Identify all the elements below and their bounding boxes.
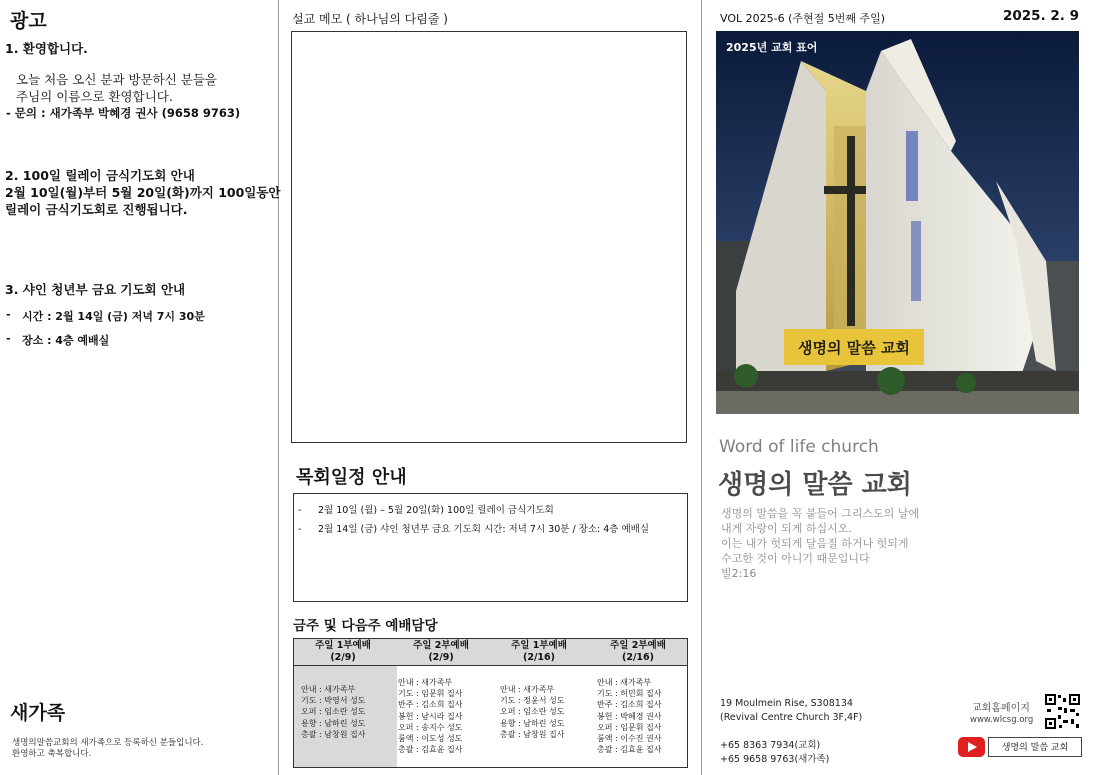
ad-item3-dash: - [6, 332, 11, 345]
ad-item3-place: 장소 : 4층 예배실 [22, 334, 110, 347]
church-name-english: Word of life church [719, 437, 879, 457]
duty-line: 총괄 : 남창원 집사 [301, 729, 366, 739]
duty-column [500, 684, 564, 740]
ad-item3-dash: - [6, 308, 11, 321]
church-sign-text: 생명의 말씀 교회 [798, 339, 910, 357]
ad-item1-title: 1. 환영합니다. [5, 41, 88, 56]
photo-label: 2025년 교회 표어 [726, 41, 818, 54]
worship-duty-title: 금주 및 다음주 예배담당 [293, 618, 438, 634]
address-line: 19 Moulmein Rise, S308134 [720, 698, 853, 709]
worship-duty-table [293, 638, 688, 768]
qr-code-icon[interactable] [1044, 693, 1081, 730]
homepage-label: 교회홈페이지 [972, 703, 1030, 714]
duty-line: 봉헌 : 박혜경 권사 [597, 711, 662, 721]
schedule-box [293, 493, 688, 602]
duty-line: 룸액 : 이도성 성도 [398, 734, 463, 744]
duty-head-date: (2/16) [523, 652, 555, 663]
duty-line: 오퍼 : 임문휘 집사 [597, 722, 662, 732]
duty-line: 오퍼 : 임소란 성도 [500, 707, 565, 717]
duty-head-date: (2/16) [622, 652, 654, 663]
duty-header-cell [490, 640, 588, 664]
address-spacer [720, 725, 862, 739]
duty-line: 기도 : 허민회 집사 [597, 689, 662, 699]
new-family-line: 환영하고 축복합니다. [12, 749, 92, 759]
ad-item3-time: 시간 : 2월 14일 (금) 저녁 7시 30분 [22, 310, 205, 323]
new-family-title: 새가족 [10, 702, 66, 724]
youtube-icon[interactable] [958, 737, 985, 757]
church-building-image [716, 31, 1079, 414]
duty-header-cell [294, 640, 392, 664]
ad-item1-line2: 주님의 이름으로 환영합니다. [16, 89, 173, 104]
schedule-text: 2월 10일 (월) – 5월 20일(화) 100일 릴레이 금식기도회 [318, 505, 554, 516]
panel-divider-left [278, 0, 279, 775]
schedule-dash: - [298, 524, 302, 535]
phone-line: +65 8363 7934(교회) [720, 740, 821, 751]
bulletin-date: 2025. 2. 9 [1003, 8, 1080, 24]
duty-line: 반주 : 김소희 집사 [398, 700, 463, 710]
sermon-memo-box [291, 31, 687, 443]
duty-head-date: (2/9) [428, 652, 454, 663]
duty-line: 용향 : 남하린 성도 [500, 718, 565, 728]
verse-reference: 빌2:16 [721, 567, 757, 580]
duty-line: 안내 : 새가족부 [500, 685, 555, 694]
duty-line: 기도 : 정윤서 성도 [500, 696, 565, 706]
schedule-item [298, 521, 649, 535]
address-line: (Revival Centre Church 3F,4F) [720, 712, 863, 723]
duty-column [398, 677, 462, 755]
verse-line: 이는 내가 헛되게 달음질 하거나 헛되게 [721, 537, 909, 550]
ad-item2-line2: 릴레이 금식기도회로 진행됩니다. [5, 202, 188, 217]
schedule-text: 2월 14일 (금) 샤인 청년부 금요 기도회 시간: 저녁 7시 30분 / 장소: 4층 예배실 [318, 524, 650, 535]
duty-line: 봉헌 : 남시라 집사 [398, 711, 463, 721]
duty-line: 안내 : 새가족부 [398, 678, 453, 687]
youtube-channel-button[interactable]: 생명의 말씀 교회 [988, 737, 1082, 757]
duty-head-label: 주일 2부예배 [413, 640, 469, 651]
duty-head-label: 주일 1부예배 [511, 640, 567, 651]
church-address [720, 697, 862, 767]
duty-line: 총괄 : 남창원 집사 [500, 729, 565, 739]
schedule-item [298, 502, 554, 516]
ad-title: 광고 [10, 10, 47, 32]
new-family-text [12, 738, 252, 760]
ad-item2-line1: 2월 10일(월)부터 5월 20일(화)까지 100일동안 [5, 185, 281, 200]
duty-line: 오퍼 : 송지수 성도 [398, 722, 463, 732]
verse-line: 수고한 것이 아니기 때문입니다 [721, 552, 870, 565]
volume-label: VOL 2025-6 (주현절 5번째 주일) [720, 12, 886, 25]
verse-line: 내게 자랑이 되게 하십시오. [721, 522, 852, 535]
homepage-url[interactable]: www.wlcsg.org [970, 715, 1034, 725]
sermon-memo-label: 설교 메모 ( 하나님의 다림줄 ) [292, 12, 448, 26]
duty-header-cell [392, 640, 490, 664]
duty-line: 기도 : 박영서 성도 [301, 696, 366, 706]
new-family-line: 생명의말씀교회의 새가족으로 등록하신 분들입니다. [12, 738, 204, 748]
duty-header-cell [589, 640, 687, 664]
schedule-title: 목회일정 안내 [296, 467, 407, 488]
ad-item1-line1: 오늘 처음 오신 분과 방문하신 분들을 [16, 72, 217, 87]
ad-item1-contact: - 문의 : 새가족부 박혜경 권사 (9658 9763) [6, 106, 241, 120]
duty-line: 오퍼 : 임소란 성도 [301, 707, 366, 717]
duty-line: 총괄 : 김효윤 집사 [398, 745, 463, 755]
panel-divider-right [701, 0, 702, 775]
duty-line: 룸액 : 이수진 권사 [597, 734, 662, 744]
church-name-korean: 생명의 말씀 교회 [718, 470, 912, 500]
duty-line: 기도 : 임문휘 집사 [398, 689, 463, 699]
ad-item3-title: 3. 샤인 청년부 금요 기도회 안내 [5, 282, 186, 297]
duty-table-header [294, 639, 687, 666]
duty-line: 안내 : 새가족부 [597, 678, 652, 687]
duty-column [301, 684, 365, 740]
ad-item2-title: 2. 100일 릴레이 금식기도회 안내 [5, 168, 195, 183]
duty-head-label: 주일 2부예배 [610, 640, 666, 651]
phone-line: +65 9658 9763(새가족) [720, 754, 830, 765]
duty-line: 총괄 : 김효윤 집사 [597, 745, 662, 755]
duty-head-date: (2/9) [330, 652, 356, 663]
duty-line: 반주 : 김소희 집사 [597, 700, 662, 710]
duty-line: 안내 : 새가족부 [301, 685, 356, 694]
duty-line: 용향 : 남하린 성도 [301, 718, 366, 728]
duty-head-label: 주일 1부예배 [315, 640, 371, 651]
bible-verse [721, 506, 919, 581]
duty-column [597, 677, 661, 755]
verse-line: 생명의 말씀을 꼭 붙들어 그리스도의 날에 [721, 507, 920, 520]
schedule-dash: - [298, 505, 302, 516]
